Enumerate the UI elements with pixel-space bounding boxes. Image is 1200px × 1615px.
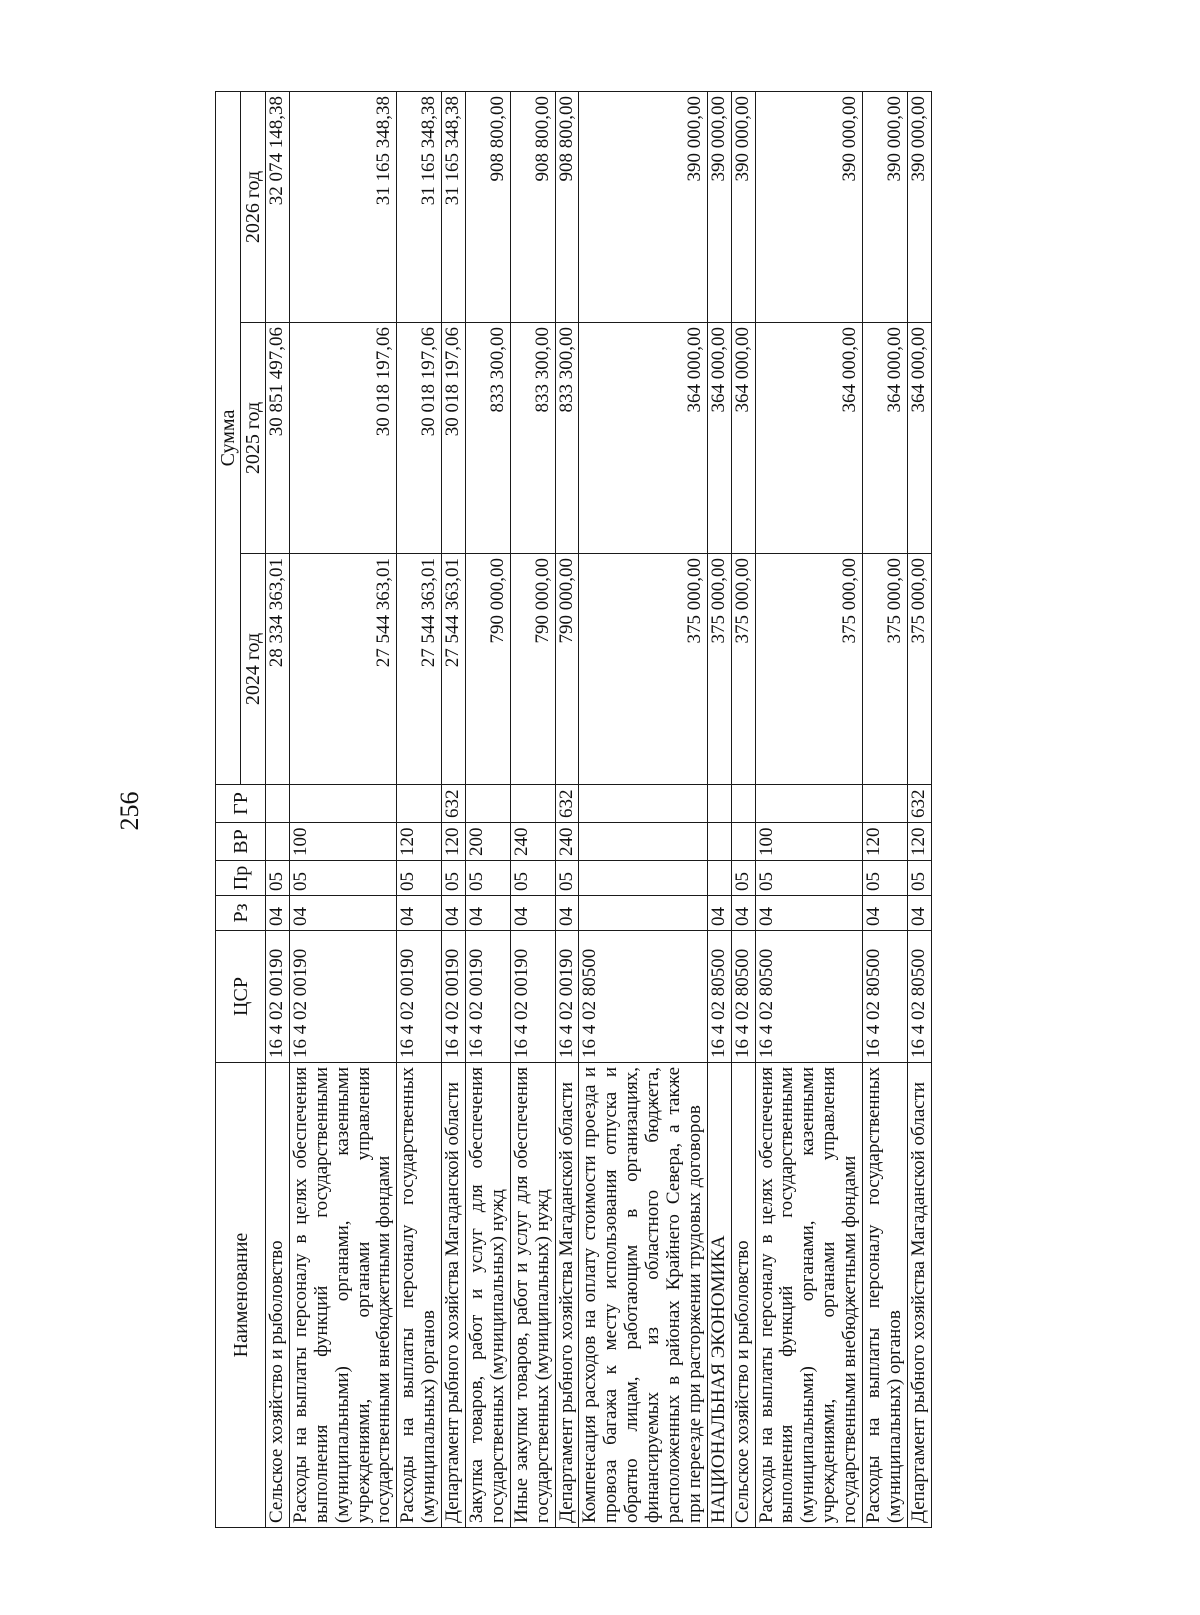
row-sum-2025: 364 000,00 — [755, 323, 862, 554]
row-sum-2026: 390 000,00 — [707, 91, 731, 322]
row-sum-2025: 364 000,00 — [707, 323, 731, 554]
row-name: Департамент рыбного хозяйства Магаданской области — [907, 1063, 931, 1528]
row-sum-2026: 31 165 348,38 — [397, 91, 442, 322]
header-rz: Рз — [216, 896, 266, 931]
row-pr — [579, 861, 707, 896]
row-gr — [731, 785, 755, 823]
header-row-1 — [216, 91, 241, 1527]
row-pr: 05 — [289, 861, 396, 896]
header-csr: ЦСР — [216, 931, 266, 1063]
table-row — [755, 91, 862, 1527]
header-sum: Сумма — [216, 91, 241, 784]
row-vr: 100 — [755, 823, 862, 861]
row-vr — [579, 823, 707, 861]
row-name: Сельское хозяйство и рыболовство — [731, 1063, 755, 1528]
row-pr: 05 — [907, 861, 931, 896]
row-rz: 04 — [289, 896, 396, 931]
row-name: Расходы на выплаты персоналу государственных (муниципальных) органов — [397, 1063, 442, 1528]
row-pr: 05 — [442, 861, 466, 896]
rotated-table-container — [215, 92, 1070, 1528]
row-rz: 04 — [707, 896, 731, 931]
row-vr: 120 — [907, 823, 931, 861]
row-pr: 05 — [863, 861, 908, 896]
row-sum-2024: 375 000,00 — [863, 554, 908, 785]
row-pr: 05 — [755, 861, 862, 896]
row-vr — [707, 823, 731, 861]
row-sum-2026: 31 165 348,38 — [442, 91, 466, 322]
row-name: Расходы на выплаты персоналу государственных (муниципальных) органов — [863, 1063, 908, 1528]
row-gr — [289, 785, 396, 823]
table-row — [907, 91, 931, 1527]
row-rz: 04 — [510, 896, 555, 931]
row-csr: 16 4 02 80500 — [907, 931, 931, 1063]
row-csr: 16 4 02 80500 — [755, 931, 862, 1063]
header-vr: ВР — [216, 823, 266, 861]
row-sum-2026: 390 000,00 — [731, 91, 755, 322]
table-row — [442, 91, 466, 1527]
header-name: Наименование — [216, 1063, 266, 1528]
row-vr — [731, 823, 755, 861]
row-csr: 16 4 02 00190 — [442, 931, 466, 1063]
row-sum-2026: 31 165 348,38 — [289, 91, 396, 322]
row-pr — [707, 861, 731, 896]
row-gr — [266, 785, 290, 823]
row-rz: 04 — [442, 896, 466, 931]
row-sum-2025: 30 018 197,06 — [397, 323, 442, 554]
row-sum-2025: 833 300,00 — [555, 323, 579, 554]
row-vr: 240 — [555, 823, 579, 861]
row-sum-2024: 28 334 363,01 — [266, 554, 290, 785]
table-row — [555, 91, 579, 1527]
row-gr — [863, 785, 908, 823]
row-name: НАЦИОНАЛЬНАЯ ЭКОНОМИКА — [707, 1063, 731, 1528]
row-gr: 632 — [442, 785, 466, 823]
row-sum-2025: 30 851 497,06 — [266, 323, 290, 554]
table-row — [731, 91, 755, 1527]
row-csr: 16 4 02 00190 — [555, 931, 579, 1063]
row-gr — [755, 785, 862, 823]
row-sum-2025: 833 300,00 — [510, 323, 555, 554]
row-rz: 04 — [466, 896, 511, 931]
row-sum-2024: 375 000,00 — [907, 554, 931, 785]
row-rz: 04 — [266, 896, 290, 931]
row-gr: 632 — [555, 785, 579, 823]
row-sum-2024: 375 000,00 — [755, 554, 862, 785]
row-sum-2025: 30 018 197,06 — [289, 323, 396, 554]
row-gr — [579, 785, 707, 823]
row-sum-2024: 27 544 363,01 — [289, 554, 396, 785]
header-year-2024: 2024 год — [241, 554, 266, 785]
table-row — [707, 91, 731, 1527]
row-pr: 05 — [266, 861, 290, 896]
row-sum-2024: 375 000,00 — [731, 554, 755, 785]
row-vr: 120 — [863, 823, 908, 861]
row-vr: 120 — [442, 823, 466, 861]
row-vr — [266, 823, 290, 861]
row-sum-2026: 908 800,00 — [510, 91, 555, 322]
row-gr — [397, 785, 442, 823]
row-sum-2024: 375 000,00 — [579, 554, 707, 785]
row-sum-2026: 908 800,00 — [555, 91, 579, 322]
row-rz: 04 — [863, 896, 908, 931]
row-sum-2024: 27 544 363,01 — [397, 554, 442, 785]
row-name: Компенсация расходов на оплату стоимости проезда и провоза багажа к месту использования отпуска и обратно лицам, работающим в организациях, финансируемых из областного бюджета, расположенных в районах Крайнего Севера, а также при переезде при расторжении трудовых договоров — [579, 1063, 707, 1528]
row-vr: 120 — [397, 823, 442, 861]
row-sum-2025: 364 000,00 — [863, 323, 908, 554]
row-vr: 200 — [466, 823, 511, 861]
row-name: Сельское хозяйство и рыболовство — [266, 1063, 290, 1528]
row-csr: 16 4 02 80500 — [579, 931, 707, 1063]
row-sum-2024: 790 000,00 — [555, 554, 579, 785]
page-number: 256 — [115, 791, 144, 831]
row-rz — [579, 896, 707, 931]
row-sum-2024: 27 544 363,01 — [442, 554, 466, 785]
row-pr: 05 — [555, 861, 579, 896]
row-pr: 05 — [510, 861, 555, 896]
header-year-2026: 2026 год — [241, 91, 266, 322]
table-row — [266, 91, 290, 1527]
row-rz: 04 — [907, 896, 931, 931]
row-rz: 04 — [397, 896, 442, 931]
row-name: Иные закупки товаров, работ и услуг для обеспечения государственных (муниципальных) нужд — [510, 1063, 555, 1528]
table-row — [510, 91, 555, 1527]
row-vr: 100 — [289, 823, 396, 861]
row-name: Расходы на выплаты персоналу в целях обеспечения выполнения функций государственными (муниципальными) органами, казенными учреждениями, органами управления государственными внебюджетными фондами — [755, 1063, 862, 1528]
row-rz: 04 — [755, 896, 862, 931]
row-gr — [707, 785, 731, 823]
row-name: Расходы на выплаты персоналу в целях обеспечения выполнения функций государственными (муниципальными) органами, казенными учреждениями, органами управления государственными внебюджетными фондами — [289, 1063, 396, 1528]
row-rz: 04 — [555, 896, 579, 931]
row-gr: 632 — [907, 785, 931, 823]
row-csr: 16 4 02 80500 — [863, 931, 908, 1063]
row-csr: 16 4 02 00190 — [510, 931, 555, 1063]
table-row — [579, 91, 707, 1527]
row-sum-2025: 364 000,00 — [731, 323, 755, 554]
row-sum-2026: 390 000,00 — [863, 91, 908, 322]
row-csr: 16 4 02 00190 — [289, 931, 396, 1063]
row-sum-2024: 375 000,00 — [707, 554, 731, 785]
row-rz: 04 — [731, 896, 755, 931]
row-sum-2024: 790 000,00 — [466, 554, 511, 785]
header-pr: Пр — [216, 861, 266, 896]
row-sum-2026: 32 074 148,38 — [266, 91, 290, 322]
row-sum-2025: 364 000,00 — [579, 323, 707, 554]
header-gr: ГР — [216, 785, 266, 823]
row-name: Департамент рыбного хозяйства Магаданской области — [555, 1063, 579, 1528]
row-sum-2024: 790 000,00 — [510, 554, 555, 785]
row-pr: 05 — [397, 861, 442, 896]
row-csr: 16 4 02 00190 — [397, 931, 442, 1063]
row-csr: 16 4 02 00190 — [466, 931, 511, 1063]
table-row — [466, 91, 511, 1527]
row-sum-2025: 364 000,00 — [907, 323, 931, 554]
row-csr: 16 4 02 80500 — [731, 931, 755, 1063]
row-sum-2025: 833 300,00 — [466, 323, 511, 554]
row-pr: 05 — [466, 861, 511, 896]
row-csr: 16 4 02 80500 — [707, 931, 731, 1063]
row-pr: 05 — [731, 861, 755, 896]
table-row — [397, 91, 442, 1527]
row-sum-2025: 30 018 197,06 — [442, 323, 466, 554]
table-row — [863, 91, 908, 1527]
budget-table — [215, 91, 932, 1528]
row-sum-2026: 390 000,00 — [755, 91, 862, 322]
row-gr — [466, 785, 511, 823]
row-sum-2026: 390 000,00 — [907, 91, 931, 322]
row-name: Департамент рыбного хозяйства Магаданской области — [442, 1063, 466, 1528]
row-vr: 240 — [510, 823, 555, 861]
row-sum-2026: 390 000,00 — [579, 91, 707, 322]
row-gr — [510, 785, 555, 823]
row-name: Закупка товаров, работ и услуг для обеспечения государственных (муниципальных) нужд — [466, 1063, 511, 1528]
row-csr: 16 4 02 00190 — [266, 931, 290, 1063]
header-year-2025: 2025 год — [241, 323, 266, 554]
table-row — [289, 91, 396, 1527]
row-sum-2026: 908 800,00 — [466, 91, 511, 322]
